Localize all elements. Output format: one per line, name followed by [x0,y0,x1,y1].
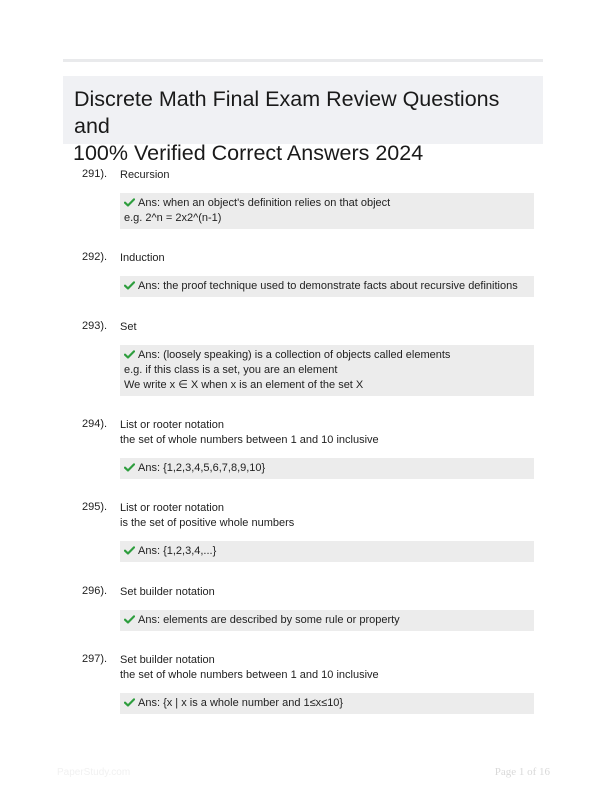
answer-line: e.g. 2^n = 2x2^(n-1) [124,212,222,224]
question-line: the set of whole numbers between 1 and 10 inclusive [120,434,379,446]
answer-line [124,613,528,628]
question-line: is the set of positive whole numbers [120,517,295,529]
question-line: List or rooter notation [120,419,224,431]
title-line-1: Discrete Math Final Exam Review Questions and [74,87,500,138]
page-number: Page 1 of 16 [494,766,550,778]
answer-text: Ans: when an object's definition relies on that object [138,197,391,209]
check-icon [124,349,135,358]
answer-box [120,345,534,396]
answer-box [120,193,534,229]
answer-box [120,276,534,297]
question-number: 294). [82,418,108,430]
check-icon [124,280,135,289]
top-divider [63,59,543,62]
question-number: 296). [82,585,108,597]
question-line: Recursion [120,169,170,181]
question-item [82,168,542,229]
question-item [82,418,542,479]
question-item [82,585,542,631]
answer-line [124,461,528,476]
question-item [82,653,542,714]
answer-box [120,610,534,631]
question-text [120,320,542,335]
question-line: Set builder notation [120,654,215,666]
question-line: Set [120,321,137,333]
check-icon [124,697,135,706]
answer-text: Ans: the proof technique used to demonstrate facts about recursive definitions [138,280,518,292]
answer-text: Ans: {1,2,3,4,5,6,7,8,9,10} [138,462,266,474]
answer-line [124,196,528,211]
answer-box [120,458,534,479]
question-text [120,501,542,531]
question-line: the set of whole numbers between 1 and 10 inclusive [120,669,379,681]
answer-line: e.g. if this class is a set, you are an element [124,364,338,376]
answer-text: Ans: {x | x is a whole number and 1≤x≤10} [138,697,344,709]
footer-watermark: PaperStudy.com [57,767,131,778]
answer-line [124,279,528,294]
answer-line [124,696,528,711]
answer-box [120,541,534,562]
answer-text: Ans: (loosely speaking) is a collection of objects called elements [138,349,451,361]
page-title [73,86,533,167]
question-text [120,168,542,183]
question-text [120,653,542,683]
question-number: 291). [82,168,108,180]
answer-line [124,544,528,559]
question-number: 297). [82,653,108,665]
answer-line [124,348,528,363]
check-icon [124,614,135,623]
question-number: 292). [82,251,108,263]
question-line: Induction [120,252,165,264]
question-item [82,320,542,396]
question-text [120,251,542,266]
answer-line: We write x ∈ X when x is an element of the set X [124,379,364,391]
check-icon [124,197,135,206]
answer-text: Ans: elements are described by some rule or property [138,614,400,626]
question-item [82,251,542,297]
check-icon [124,545,135,554]
question-item [82,501,542,562]
title-line-2: 100% Verified Correct Answers 2024 [73,141,424,165]
title-banner [63,76,543,165]
answer-box [120,693,534,714]
question-text [120,418,542,448]
check-icon [124,462,135,471]
question-line: List or rooter notation [120,502,224,514]
question-text [120,585,542,600]
question-line: Set builder notation [120,586,215,598]
answer-text: Ans: {1,2,3,4,...} [138,545,217,557]
question-number: 295). [82,501,108,513]
question-number: 293). [82,320,108,332]
